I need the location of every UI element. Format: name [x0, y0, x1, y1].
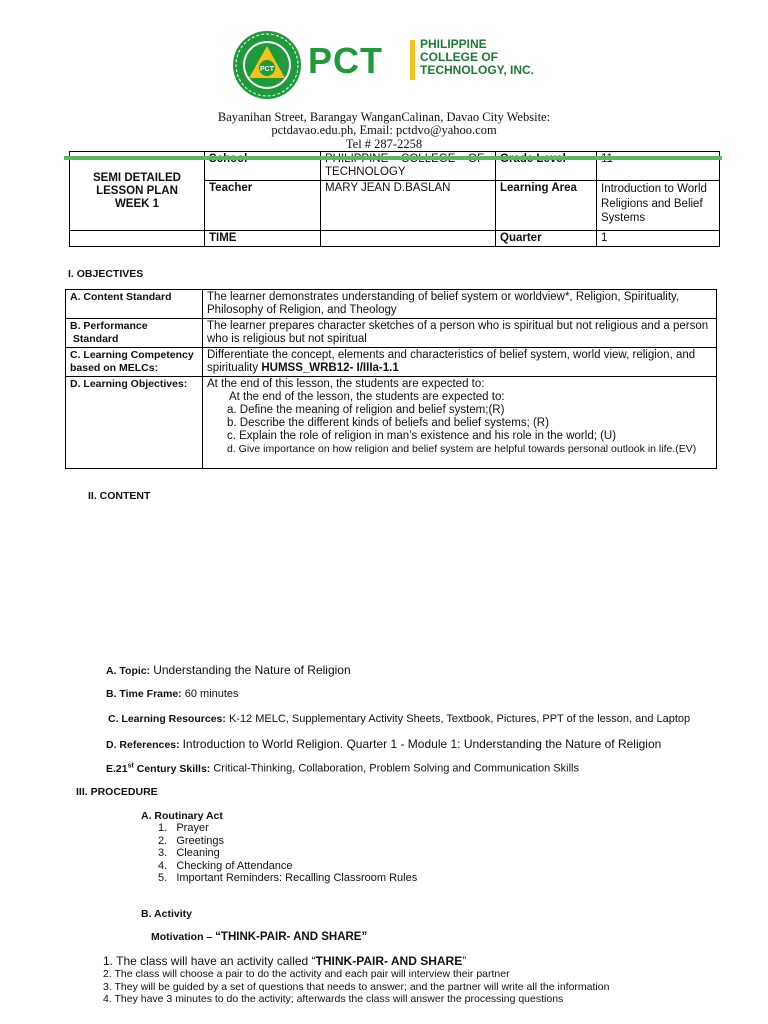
- address-line-2: pctdavao.edu.ph, Email: pctdvo@yahoo.com: [271, 123, 497, 137]
- time-frame-line: B. Time Frame: 60 minutes: [106, 688, 239, 700]
- logo-divider: [410, 40, 415, 80]
- school-seal-logo: [232, 30, 302, 100]
- list-item: 3. Cleaning: [158, 847, 220, 859]
- learning-area-value: Introduction to World Religions and Belief Systems: [597, 181, 720, 231]
- performance-standard-text: The learner prepares character sketches of a person who is spiritual but not religious and a person who is religious but not spiritual: [203, 319, 717, 348]
- time-label: TIME: [205, 231, 321, 247]
- list-item: 2. Greetings: [158, 834, 225, 847]
- objective-item: b. Describe the different kinds of beliefs and belief systems; (R): [227, 417, 549, 429]
- content-heading: II. CONTENT: [88, 490, 151, 502]
- procedure-heading: III. PROCEDURE: [76, 786, 158, 798]
- quarter-label: Quarter: [496, 231, 597, 247]
- svg-text:PCT: PCT: [260, 66, 274, 73]
- objectives-heading: I. OBJECTIVES: [68, 268, 144, 280]
- header-green-rule: [64, 156, 722, 160]
- step-item: 4. They have 3 minutes to do the activity; afterwards the class will answer the processing questions: [103, 993, 564, 1005]
- quarter-value: 1: [597, 231, 720, 247]
- step-item: 1. The class will have an activity called “THINK-PAIR- AND SHARE”: [103, 954, 467, 968]
- address-line-3: Tel # 287-2258: [345, 137, 423, 151]
- learning-resources-line: C. Learning Resources: K-12 MELC, Supplementary Activity Sheets, Textbook, Pictures, PPT of the lesson, and Laptop: [108, 713, 691, 725]
- learning-competency-text: Differentiate the concept, elements and characteristics of belief system, world view, religion, and spirituality HUMSS_WRB12- I/IIIa-1.1: [203, 348, 717, 377]
- content-standard-text: The learner demonstrates understanding of belief system or worldview*, Religion, Spirituality, Philosophy of Religion, and Theology: [203, 290, 717, 319]
- topic-line: A. Topic: Understanding the Nature of Religion: [106, 663, 351, 677]
- routinary-heading: A. Routinary Act: [141, 810, 223, 822]
- list-item: 5. Important Reminders: Recalling Classroom Rules: [158, 872, 418, 884]
- competency-code: HUMSS_WRB12- I/IIIa-1.1: [261, 362, 399, 374]
- empty-cell: [70, 231, 205, 247]
- learning-objectives-text: At the end of this lesson, the students are expected to: At the end of the lesson, the students are expected to: a. Define the meaning of religion and belief system;(R) b. Describe the different kinds of beliefs and belief systems; (R) c. Explain the role of religion in man’s existence and his role in the world; (U) d. Give importance on how religion and belief system are helpful towards personal outlook in life.(EV): [203, 377, 717, 469]
- century-skills-line: E.21st Century Skills: Critical-Thinking, Collaboration, Problem Solving and Communication Skills: [106, 762, 579, 775]
- motivation-line: Motivation – “THINK-PAIR- AND SHARE”: [151, 931, 368, 943]
- learning-competency-label: C. Learning Competency based on MELCs:: [66, 348, 203, 377]
- objectives-table: [65, 289, 717, 469]
- activity-heading: B. Activity: [141, 908, 192, 920]
- teacher-label: Teacher: [205, 181, 321, 231]
- objective-item: c. Explain the role of religion in man’s existence and his role in the world; (U): [227, 430, 617, 442]
- learning-objectives-label: D. Learning Objectives:: [66, 377, 203, 469]
- address-line-1: Bayanihan Street, Barangay WanganCalinan, Davao City Website:: [217, 110, 551, 124]
- step-item: 3. They will be guided by a set of questions that needs to answer; and the partner will write all the information: [103, 980, 610, 993]
- school-value: TECHNOLOGY: [321, 152, 496, 181]
- time-value: [321, 231, 496, 247]
- list-item: 1. Prayer: [158, 822, 209, 834]
- list-item: 4. Checking of Attendance: [158, 859, 293, 872]
- performance-standard-label: B. Performance Standard: [66, 319, 203, 348]
- objective-item: d. Give importance on how religion and belief system are helpful towards personal outlook in life.(EV): [227, 443, 697, 455]
- teacher-value: MARY JEAN D.BASLAN: [321, 181, 496, 231]
- plan-title: SEMI DETAILED LESSON PLAN WEEK 1: [70, 152, 205, 231]
- routinary-list: [158, 822, 417, 885]
- pct-logo-text: PCT: [308, 40, 383, 81]
- org-name: PHILIPPINE COLLEGE OF TECHNOLOGY, INC.: [420, 37, 535, 77]
- content-standard-label: A. Content Standard: [66, 290, 203, 319]
- references-line: D. References: Introduction to World Religion. Quarter 1 - Module 1: Understanding the Nature of Religion: [106, 737, 662, 751]
- activity-steps: [103, 955, 609, 1006]
- objective-item: a. Define the meaning of religion and belief system;(R): [227, 404, 505, 416]
- lesson-info-table: [69, 151, 720, 247]
- step-item: 2. The class will choose a pair to do the activity and each pair will interview their partner: [103, 968, 510, 980]
- learning-area-label: Learning Area: [496, 181, 597, 231]
